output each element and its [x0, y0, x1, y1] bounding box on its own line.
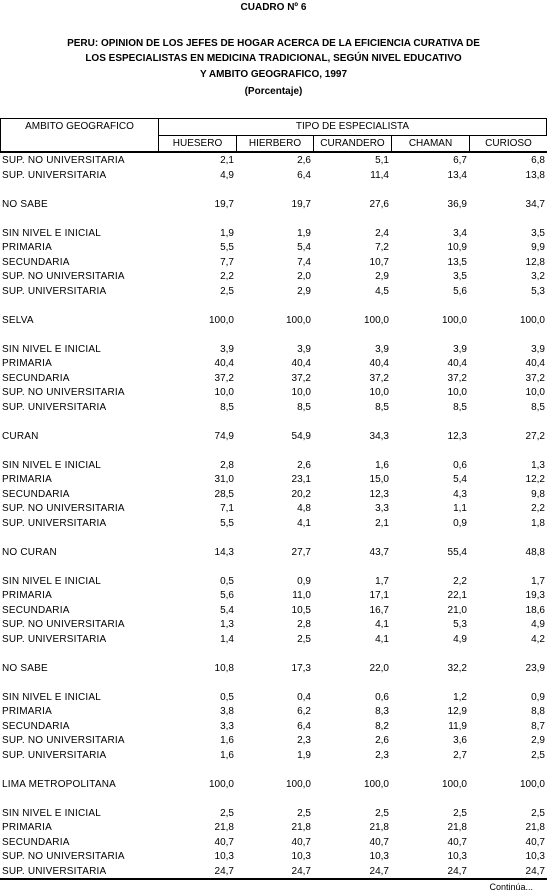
cell-value: 100,0	[208, 778, 234, 790]
cell-value: 24,7	[291, 865, 311, 877]
cell-value: 1,6	[220, 735, 234, 746]
cell-value: 34,3	[369, 430, 389, 442]
cell-value: 5,3	[531, 285, 545, 297]
table-row	[0, 604, 547, 618]
cell-value: 37,2	[369, 372, 389, 384]
cell-value: 55,4	[447, 546, 467, 558]
table-row	[0, 241, 547, 255]
table-number: CUADRO Nº 6	[240, 2, 307, 13]
cell-value: 24,7	[525, 865, 545, 877]
row-label: SUP. UNIVERSITARIA	[2, 749, 107, 761]
cell-value: 10,3	[369, 851, 389, 862]
cell-value: 7,1	[220, 503, 234, 514]
row-label: SECUNDARIA	[2, 372, 70, 384]
cell-value: 43,7	[369, 546, 389, 558]
table-row	[0, 720, 547, 734]
row-label: SUP. UNIVERSITARIA	[2, 169, 107, 181]
cell-value: 4,1	[375, 619, 389, 630]
cell-value: 19,7	[291, 198, 311, 210]
title-line-2: LOS ESPECIALISTAS EN MEDICINA TRADICIONAL, SEGÚN NIVEL EDUCATIVO	[85, 53, 462, 64]
cell-value: 3,9	[453, 343, 467, 355]
title-line-3: Y AMBITO GEOGRAFICO, 1997	[199, 69, 348, 80]
ambito-header-cell	[0, 118, 159, 152]
row-label: NO SABE	[2, 198, 48, 210]
cell-value: 100,0	[441, 314, 467, 326]
cell-value: 2,4	[375, 227, 389, 239]
cell-value: 100,0	[363, 778, 389, 790]
cell-value: 10,0	[447, 387, 467, 398]
cell-value: 3,9	[297, 343, 311, 355]
table-row	[0, 850, 547, 864]
cell-value: 10,0	[291, 387, 311, 398]
cell-value: 1,3	[531, 459, 545, 471]
cell-value: 18,6	[525, 604, 545, 616]
table-row	[0, 575, 547, 589]
cell-value: 2,6	[297, 459, 311, 471]
cell-value: 5,3	[453, 619, 467, 630]
row-label: SECUNDARIA	[2, 488, 70, 500]
cell-value: 2,1	[375, 517, 389, 529]
cell-value: 21,8	[447, 822, 467, 833]
cell-value: 12,9	[447, 706, 467, 717]
cell-value: 5,4	[220, 604, 234, 616]
cell-value: 8,5	[297, 401, 311, 413]
cell-value: 1,6	[220, 749, 234, 761]
column-header: HUESERO	[172, 138, 223, 149]
cell-value: 4,9	[531, 619, 545, 630]
table-row	[0, 807, 547, 821]
cell-value: 19,3	[525, 590, 545, 601]
cell-value: 74,9	[214, 430, 234, 442]
cell-value: 4,3	[453, 488, 467, 500]
cell-value: 2,6	[297, 155, 311, 166]
cell-value: 10,3	[525, 851, 545, 862]
cell-value: 10,8	[214, 662, 234, 674]
column-header-cell	[313, 135, 392, 152]
cell-value: 3,6	[453, 735, 467, 746]
cell-value: 5,5	[220, 517, 234, 529]
cell-value: 12,3	[447, 430, 467, 442]
row-label: SUP. NO UNIVERSITARIA	[2, 155, 125, 166]
cell-value: 2,8	[297, 619, 311, 630]
table-row	[0, 154, 547, 168]
cell-value: 2,9	[297, 285, 311, 297]
cell-value: 2,5	[297, 807, 311, 819]
cell-value: 1,7	[531, 575, 545, 587]
bottom-rule	[0, 878, 547, 880]
cell-value: 10,5	[291, 604, 311, 616]
row-label: SUP. UNIVERSITARIA	[2, 517, 107, 529]
cell-value: 1,3	[220, 619, 234, 630]
column-header-cell	[236, 135, 314, 152]
table-row	[0, 502, 547, 516]
row-label: SECUNDARIA	[2, 256, 70, 268]
cell-value: 100,0	[285, 314, 311, 326]
cell-value: 1,7	[375, 575, 389, 587]
cell-value: 40,4	[291, 358, 311, 369]
cell-value: 17,1	[369, 590, 389, 601]
cell-value: 5,4	[297, 242, 311, 253]
row-label: PRIMARIA	[2, 706, 52, 717]
cell-value: 24,7	[369, 865, 389, 877]
cell-value: 27,2	[525, 430, 545, 442]
table-row	[0, 473, 547, 487]
cell-value: 16,7	[369, 604, 389, 616]
cell-value: 37,2	[214, 372, 234, 384]
cell-value: 100,0	[363, 314, 389, 326]
cell-value: 2,7	[453, 749, 467, 761]
cell-value: 3,8	[220, 706, 234, 717]
cell-value: 1,4	[220, 633, 234, 645]
table-row	[0, 386, 547, 400]
row-label: SUP. NO UNIVERSITARIA	[2, 851, 125, 862]
cell-value: 100,0	[519, 778, 545, 790]
cell-value: 1,9	[297, 227, 311, 239]
cell-value: 23,9	[525, 662, 545, 674]
cell-value: 21,8	[291, 822, 311, 833]
cell-value: 6,4	[297, 169, 311, 181]
cell-value: 5,1	[375, 155, 389, 166]
cell-value: 40,7	[525, 836, 545, 848]
cell-value: 4,9	[453, 633, 467, 645]
row-label: LIMA METROPOLITANA	[2, 778, 116, 790]
cell-value: 10,0	[369, 387, 389, 398]
cell-value: 27,7	[291, 546, 311, 558]
cell-value: 13,8	[525, 169, 545, 181]
cell-value: 4,1	[297, 517, 311, 529]
table-row	[0, 821, 547, 835]
cell-value: 0,5	[220, 575, 234, 587]
cell-value: 2,9	[531, 735, 545, 746]
table-row	[0, 691, 547, 705]
cell-value: 0,6	[375, 691, 389, 703]
cell-value: 0,4	[297, 691, 311, 703]
continua-note: Continúa...	[489, 882, 533, 892]
cell-value: 14,3	[214, 546, 234, 558]
row-label: CURAN	[2, 430, 39, 442]
cell-value: 22,0	[369, 662, 389, 674]
cell-value: 2,9	[375, 271, 389, 282]
cell-value: 2,6	[375, 735, 389, 746]
row-label: SIN NIVEL E INICIAL	[2, 575, 102, 587]
column-header: CURIOSO	[485, 138, 532, 149]
cell-value: 40,7	[447, 836, 467, 848]
cell-value: 5,5	[220, 242, 234, 253]
row-label: SUP. UNIVERSITARIA	[2, 285, 107, 297]
row-label: SIN NIVEL E INICIAL	[2, 807, 102, 819]
cell-value: 7,2	[375, 242, 389, 253]
cell-value: 1,2	[453, 691, 467, 703]
cell-value: 9,8	[531, 488, 545, 500]
row-label: PRIMARIA	[2, 242, 52, 253]
cell-value: 2,3	[297, 735, 311, 746]
cell-value: 4,5	[375, 285, 389, 297]
title-line-1: PERU: OPINION DE LOS JEFES DE HOGAR ACERCA DE LA EFICIENCIA CURATIVA DE	[67, 38, 480, 49]
table-row	[0, 227, 547, 241]
cell-value: 15,0	[369, 474, 389, 485]
cell-value: 100,0	[519, 314, 545, 326]
column-header-cell	[158, 135, 237, 152]
table-row	[0, 865, 547, 879]
cell-value: 12,3	[369, 488, 389, 500]
cell-value: 13,4	[447, 169, 467, 181]
cell-value: 21,0	[447, 604, 467, 616]
cell-value: 40,4	[214, 358, 234, 369]
cell-value: 8,5	[375, 401, 389, 413]
cell-value: 11,9	[448, 720, 467, 732]
cell-value: 1,9	[297, 749, 311, 761]
cell-value: 40,7	[369, 836, 389, 848]
cell-value: 6,2	[297, 706, 311, 717]
table-row	[0, 546, 547, 560]
column-header-cell	[469, 135, 547, 152]
cell-value: 21,8	[214, 822, 234, 833]
table-row	[0, 488, 547, 502]
table-row	[0, 314, 547, 328]
row-label: SUP. NO UNIVERSITARIA	[2, 735, 125, 746]
cell-value: 10,3	[447, 851, 467, 862]
cell-value: 36,9	[447, 198, 467, 210]
cell-value: 10,0	[525, 387, 545, 398]
cell-value: 2,5	[297, 633, 311, 645]
table-row	[0, 734, 547, 748]
cell-value: 1,1	[453, 503, 467, 514]
cell-value: 24,7	[447, 865, 467, 877]
cell-value: 8,2	[375, 720, 389, 732]
cell-value: 54,9	[291, 430, 311, 442]
cell-value: 4,9	[220, 169, 234, 181]
ambito-header: AMBITO GEOGRAFICO	[25, 121, 134, 132]
cell-value: 10,9	[447, 242, 467, 253]
cell-value: 11,4	[370, 169, 389, 181]
cell-value: 31,0	[214, 474, 234, 485]
column-header: CURANDERO	[320, 138, 385, 149]
cell-value: 8,5	[453, 401, 467, 413]
cell-value: 5,4	[453, 474, 467, 485]
cell-value: 0,9	[531, 691, 545, 703]
cell-value: 2,5	[220, 807, 234, 819]
cell-value: 22,1	[447, 590, 467, 601]
cell-value: 3,4	[453, 227, 467, 239]
table-row	[0, 198, 547, 212]
cell-value: 2,2	[220, 271, 234, 282]
cell-value: 2,5	[220, 285, 234, 297]
cell-value: 2,5	[375, 807, 389, 819]
cell-value: 6,8	[531, 155, 545, 166]
cell-value: 13,5	[447, 256, 467, 268]
table-row	[0, 343, 547, 357]
cell-value: 28,5	[214, 488, 234, 500]
cell-value: 40,4	[525, 358, 545, 369]
cell-value: 0,6	[453, 459, 467, 471]
cell-value: 23,1	[291, 474, 311, 485]
cell-value: 7,7	[220, 256, 234, 268]
cell-value: 2,8	[220, 459, 234, 471]
cell-value: 100,0	[208, 314, 234, 326]
cell-value: 100,0	[285, 778, 311, 790]
cell-value: 2,2	[531, 503, 545, 514]
table-row	[0, 662, 547, 676]
cell-value: 100,0	[441, 778, 467, 790]
cell-value: 3,3	[375, 503, 389, 514]
row-label: PRIMARIA	[2, 822, 52, 833]
cell-value: 3,9	[531, 343, 545, 355]
cell-value: 3,5	[531, 227, 545, 239]
cell-value: 40,4	[369, 358, 389, 369]
table-row	[0, 517, 547, 531]
cell-value: 19,7	[214, 198, 234, 210]
cell-value: 27,6	[369, 198, 389, 210]
cell-value: 8,5	[220, 401, 234, 413]
row-label: SIN NIVEL E INICIAL	[2, 343, 102, 355]
cell-value: 8,8	[531, 706, 545, 717]
table-row	[0, 589, 547, 603]
table-row	[0, 401, 547, 415]
row-label: NO CURAN	[2, 546, 57, 558]
table-row	[0, 430, 547, 444]
cell-value: 1,6	[375, 459, 389, 471]
row-label: SUP. NO UNIVERSITARIA	[2, 619, 125, 630]
cell-value: 32,2	[447, 662, 467, 674]
cell-value: 3,2	[531, 271, 545, 282]
header-divider	[0, 151, 547, 153]
cell-value: 10,0	[214, 387, 234, 398]
row-label: SECUNDARIA	[2, 836, 70, 848]
cell-value: 2,1	[220, 155, 234, 166]
cell-value: 8,5	[531, 401, 545, 413]
cell-value: 4,8	[297, 503, 311, 514]
table-row	[0, 705, 547, 719]
table-row	[0, 778, 547, 792]
cell-value: 8,3	[375, 706, 389, 717]
cell-value: 40,7	[214, 836, 234, 848]
cell-value: 10,3	[291, 851, 311, 862]
cell-value: 24,7	[214, 865, 234, 877]
table-row	[0, 285, 547, 299]
cell-value: 5,6	[453, 285, 467, 297]
cell-value: 9,9	[531, 242, 545, 253]
table-row	[0, 169, 547, 183]
row-label: SUP. UNIVERSITARIA	[2, 401, 107, 413]
cell-value: 3,9	[375, 343, 389, 355]
cell-value: 1,9	[220, 227, 234, 239]
row-label: SUP. UNIVERSITARIA	[2, 865, 107, 877]
table-row	[0, 836, 547, 850]
cell-value: 1,8	[531, 517, 545, 529]
cell-value: 3,9	[220, 343, 234, 355]
cell-value: 10,7	[369, 256, 389, 268]
cell-value: 37,2	[447, 372, 467, 384]
row-label: SUP. UNIVERSITARIA	[2, 633, 107, 645]
cell-value: 4,1	[375, 633, 389, 645]
cell-value: 34,7	[525, 198, 545, 210]
cell-value: 37,2	[291, 372, 311, 384]
cell-value: 12,8	[525, 256, 545, 268]
cell-value: 6,4	[297, 720, 311, 732]
column-header: CHAMAN	[408, 138, 453, 149]
title-line-4: (Porcentaje)	[244, 86, 303, 97]
cell-value: 3,5	[453, 271, 467, 282]
cell-value: 0,9	[453, 517, 467, 529]
cell-value: 2,5	[531, 749, 545, 761]
row-label: PRIMARIA	[2, 590, 52, 601]
cell-value: 3,3	[220, 720, 234, 732]
cell-value: 2,5	[453, 807, 467, 819]
row-label: SUP. NO UNIVERSITARIA	[2, 503, 125, 514]
cell-value: 21,8	[369, 822, 389, 833]
row-label: SECUNDARIA	[2, 720, 70, 732]
cell-value: 48,8	[525, 546, 545, 558]
column-header: HIERBERO	[248, 138, 302, 149]
table-row	[0, 357, 547, 371]
cell-value: 2,2	[453, 575, 467, 587]
table-row	[0, 270, 547, 284]
table-row	[0, 459, 547, 473]
cell-value: 6,7	[453, 155, 467, 166]
table-row	[0, 633, 547, 647]
row-label: SELVA	[2, 314, 34, 326]
row-label: PRIMARIA	[2, 358, 52, 369]
row-label: SUP. NO UNIVERSITARIA	[2, 387, 125, 398]
cell-value: 11,0	[292, 590, 311, 601]
cell-value: 40,7	[291, 836, 311, 848]
cell-value: 20,2	[291, 488, 311, 500]
row-label: SUP. NO UNIVERSITARIA	[2, 271, 125, 282]
cell-value: 12,2	[525, 474, 545, 485]
cell-value: 0,5	[220, 691, 234, 703]
tipo-header-cell	[158, 118, 547, 136]
cell-value: 0,9	[297, 575, 311, 587]
cell-value: 21,8	[525, 822, 545, 833]
row-label: SECUNDARIA	[2, 604, 70, 616]
cell-value: 7,4	[297, 256, 311, 268]
cell-value: 2,0	[297, 271, 311, 282]
cell-value: 37,2	[525, 372, 545, 384]
table-row	[0, 372, 547, 386]
cell-value: 4,2	[531, 633, 545, 645]
cell-value: 2,3	[375, 749, 389, 761]
row-label: SIN NIVEL E INICIAL	[2, 227, 102, 239]
row-label: PRIMARIA	[2, 474, 52, 485]
cell-value: 40,4	[447, 358, 467, 369]
table-row	[0, 749, 547, 763]
cell-value: 17,3	[291, 662, 311, 674]
column-header-cell	[391, 135, 470, 152]
table-row	[0, 618, 547, 632]
row-label: SIN NIVEL E INICIAL	[2, 691, 102, 703]
cell-value: 5,6	[220, 590, 234, 601]
cell-value: 10,3	[214, 851, 234, 862]
row-label: SIN NIVEL E INICIAL	[2, 459, 102, 471]
cell-value: 2,5	[531, 807, 545, 819]
row-label: NO SABE	[2, 662, 48, 674]
table-row	[0, 256, 547, 270]
cell-value: 8,7	[531, 720, 545, 732]
tipo-especialista-header: TIPO DE ESPECIALISTA	[295, 121, 410, 132]
